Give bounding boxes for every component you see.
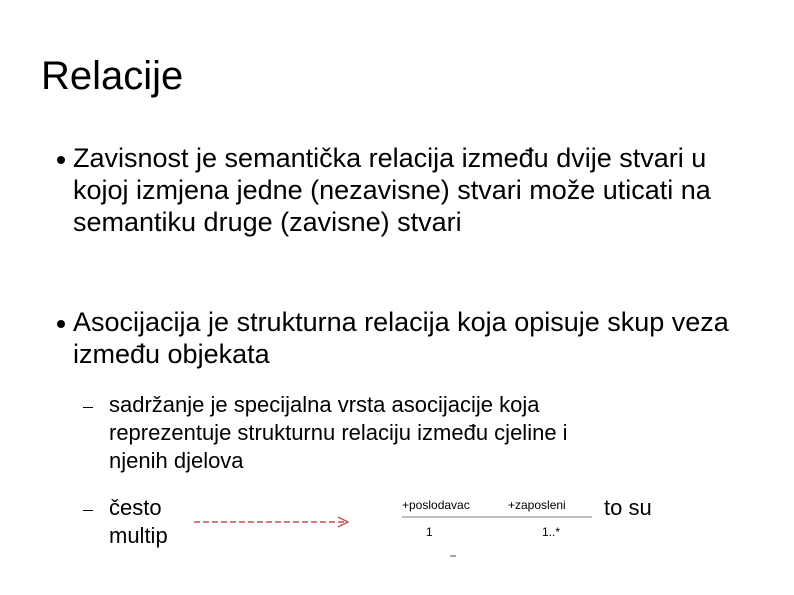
role-right-label: +zaposleni [508, 498, 566, 512]
bullet-association: Asocijacija je strukturna relacija koja opisuje skup veza između objekata [73, 307, 729, 369]
sub-bullet-line: njenih djelova [109, 448, 244, 473]
sub-bullet-line: često [109, 495, 162, 520]
bullet-dot-icon [57, 320, 65, 328]
association-diagram [180, 490, 610, 570]
role-left-label: +poslodavac [402, 498, 470, 512]
sub-bullet-line: sadržanje je specijalna vrsta asocijacije koja [109, 392, 540, 417]
sub-bullet-tail: to su [604, 495, 652, 520]
sub-bullet-line: multip [109, 523, 168, 548]
bullet-dot-icon [57, 156, 65, 164]
bullet-dependency: Zavisnost je semantička relacija između dvije stvari u kojoj izmjena jedne (nezavisne) stvari može uticati na semantiku druge (zavisne) stvari [73, 143, 711, 237]
multiplicity-left-label: 1 [426, 525, 433, 539]
dash-bullet-icon [83, 510, 93, 511]
page-title: Relacije [41, 54, 184, 98]
dash-bullet-icon [83, 407, 93, 408]
sub-bullet-containment [109, 391, 769, 475]
multiplicity-right-label: 1..* [542, 525, 561, 539]
sub-bullet-line: reprezentuje strukturnu relaciju između cjeline i [109, 420, 568, 445]
